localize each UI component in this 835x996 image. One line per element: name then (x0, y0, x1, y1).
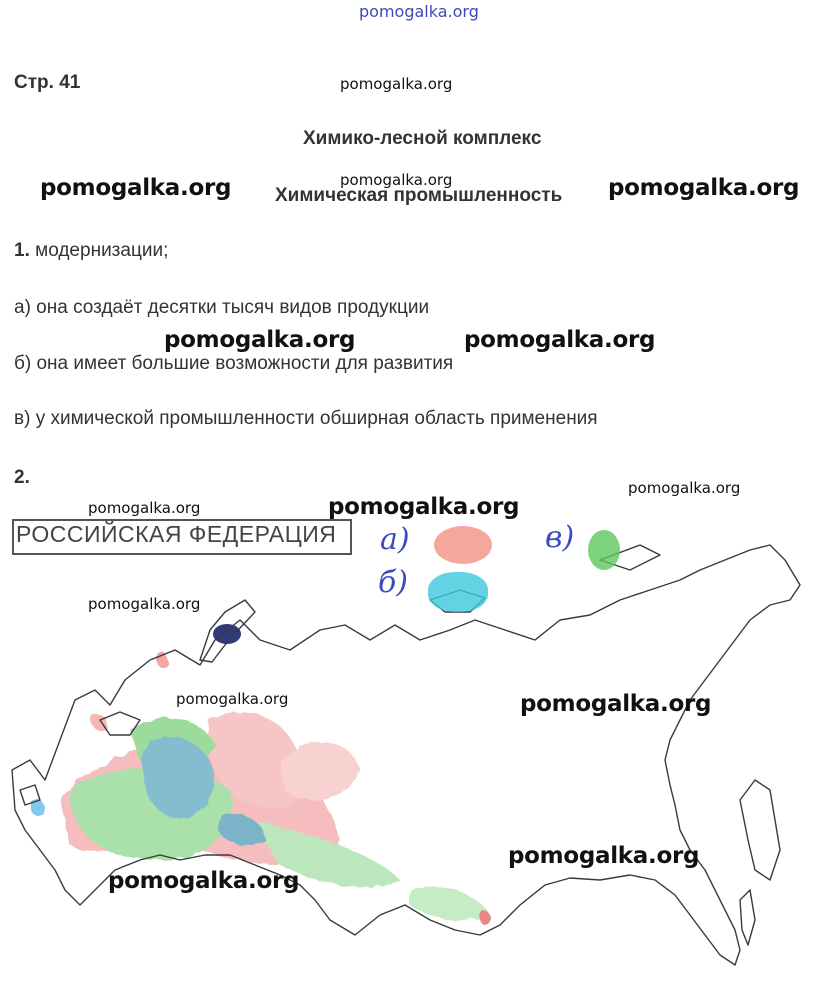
red-dot-baikal (478, 910, 490, 925)
task-2-number: 2. (14, 467, 30, 488)
site-link[interactable]: pomogalka.org (359, 2, 479, 21)
watermark: pomogalka.org (108, 868, 300, 894)
kamchatka-outline (740, 780, 780, 880)
legend-label-a: а) (380, 522, 410, 557)
watermark: pomogalka.org (608, 175, 800, 201)
watermark: pomogalka.org (340, 171, 453, 189)
watermark: pomogalka.org (520, 691, 712, 717)
watermark: pomogalka.org (88, 499, 201, 517)
task-1-text: модернизации; (29, 240, 169, 261)
watermark: pomogalka.org (40, 175, 232, 201)
russia-map (0, 500, 835, 996)
watermark: pomogalka.org (328, 494, 520, 520)
red-dot-arkhangelsk (156, 652, 168, 669)
task-1-item-c: в) у химической промышленности обширная область применения (14, 408, 598, 429)
task-1-item-b: б) она имеет большие возможности для развития (14, 353, 454, 374)
legend-label-c: в) (545, 520, 575, 555)
task-1-item-a: а) она создаёт десятки тысяч видов продукции (14, 297, 430, 318)
page-title: Химико-лесной комплекс (303, 128, 542, 149)
watermark: pomogalka.org (88, 595, 201, 613)
legend-label-b: б) (378, 565, 409, 600)
watermark: pomogalka.org (628, 479, 741, 497)
watermark: pomogalka.org (164, 327, 356, 353)
section-subtitle: Химическая промышленность (275, 185, 563, 206)
dark-marker-novaya-zemlya (213, 624, 241, 644)
page-number: Стр. 41 (14, 72, 81, 93)
watermark: pomogalka.org (508, 843, 700, 869)
task-1-answer (14, 240, 168, 262)
map-title: РОССИЙСКАЯ ФЕДЕРАЦИЯ (16, 521, 337, 547)
legend-swatch-b (428, 572, 488, 612)
sakhalin-outline (740, 890, 755, 945)
legend-swatch-c (588, 530, 620, 570)
watermark: pomogalka.org (176, 690, 289, 708)
task-1-number: 1. (14, 240, 30, 261)
legend-swatch-a (434, 526, 492, 564)
watermark: pomogalka.org (464, 327, 656, 353)
watermark: pomogalka.org (340, 75, 453, 93)
